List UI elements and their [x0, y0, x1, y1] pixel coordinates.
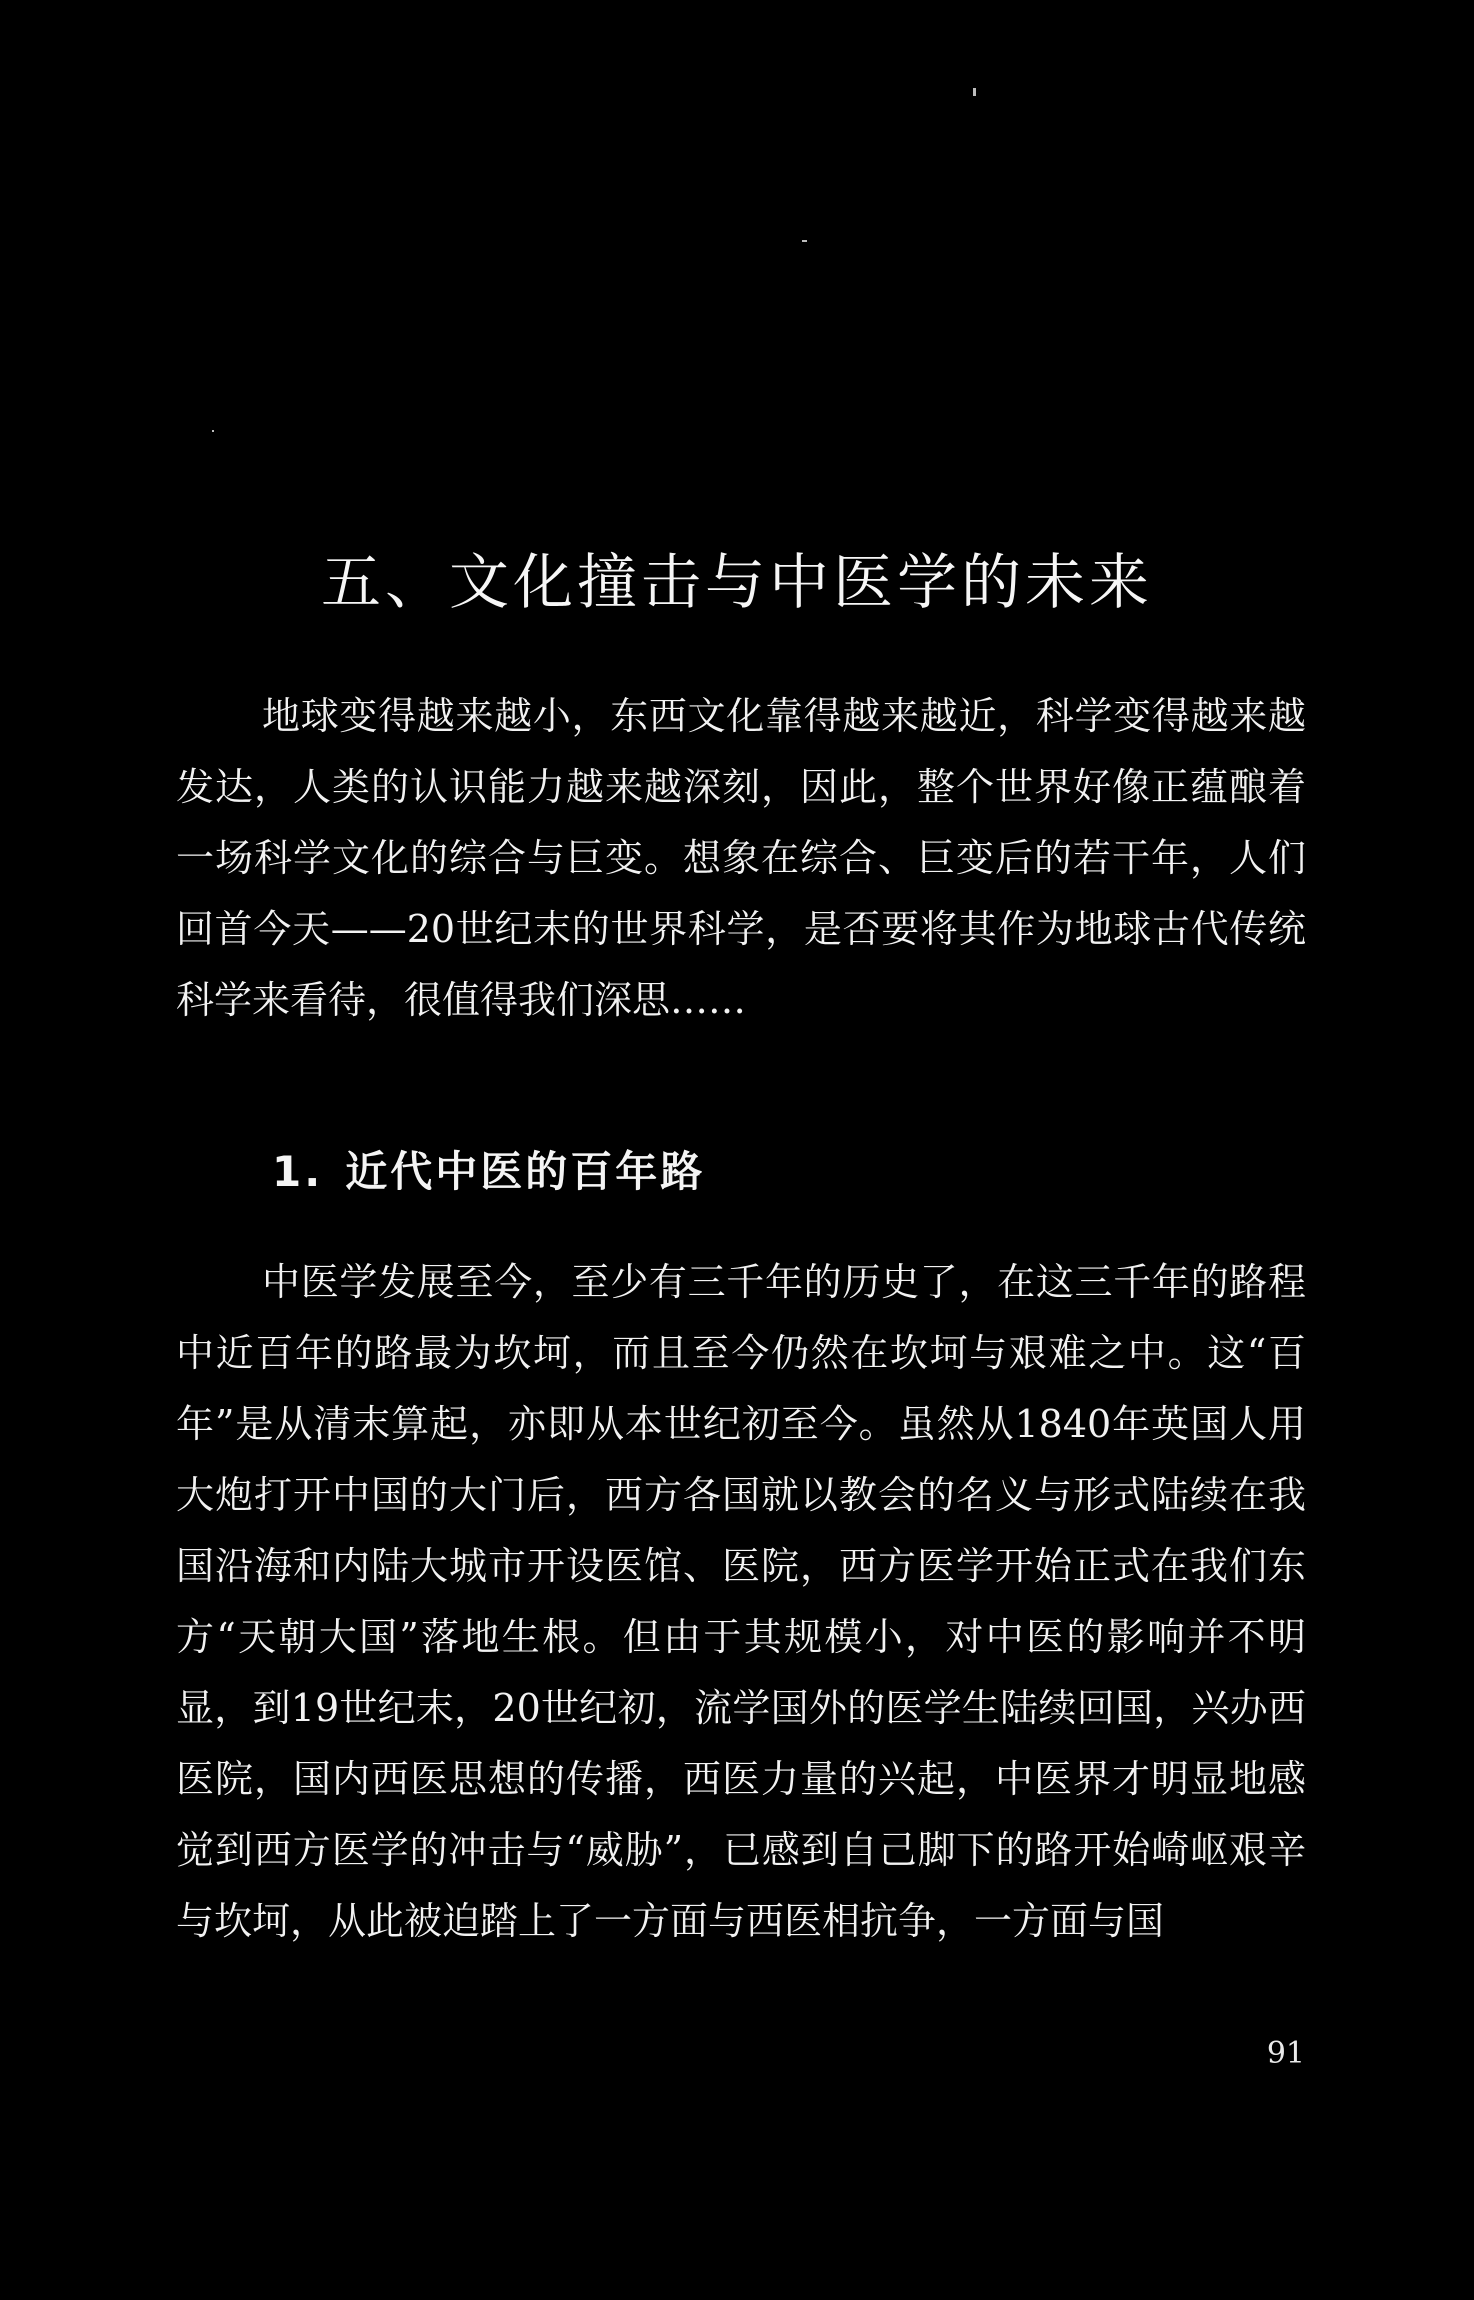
scan-speck: [212, 430, 214, 432]
section-number: 1.: [272, 1147, 324, 1196]
scan-speck: [973, 88, 976, 96]
page-number: 91: [1266, 2036, 1305, 2071]
intro-paragraph: 地球变得越来越小，东西文化靠得越来越近，科学变得越来越发达，人类的认识能力越来越深刻，因此，整个世界好像正蕴酿着一场科学文化的综合与巨变。想象在综合、巨变后的若干年，人们回首今天——20世纪末的世界科学，是否要将其作为地球古代传统科学来看待，很值得我们深思……: [176, 694, 1306, 1022]
body-paragraph: 中医学发展至今，至少有三千年的历史了，在这三千年的路程中近百年的路最为坎坷，而且至今仍然在坎坷与艰难之中。这“百年”是从清末算起，亦即从本世纪初至今。虽然从1840年英国人用大炮打开中国的大门后，西方各国就以教会的名义与形式陆续在我国沿海和内陆大城市开设医馆、医院，西方医学开始正式在我们东方“天朝大国”落地生根。但由于其规模小，对中医的影响并不明显，到19世纪末，20世纪初，流学国外的医学生陆续回国，兴办西医院，国内西医思想的传播，西医力量的兴起，中医界才明显地感觉到西方医学的冲击与“威胁”，已感到自己脚下的路开始崎岖艰辛与坎坷，从此被迫踏上了一方面与西医相抗争，一方面与国: [176, 1260, 1306, 1943]
scan-speck: [802, 240, 807, 242]
chapter-title: 五、文化撞击与中医学的未来: [321, 548, 1153, 618]
section-title: 近代中医的百年路: [345, 1147, 706, 1196]
section-heading: [272, 1139, 705, 1199]
